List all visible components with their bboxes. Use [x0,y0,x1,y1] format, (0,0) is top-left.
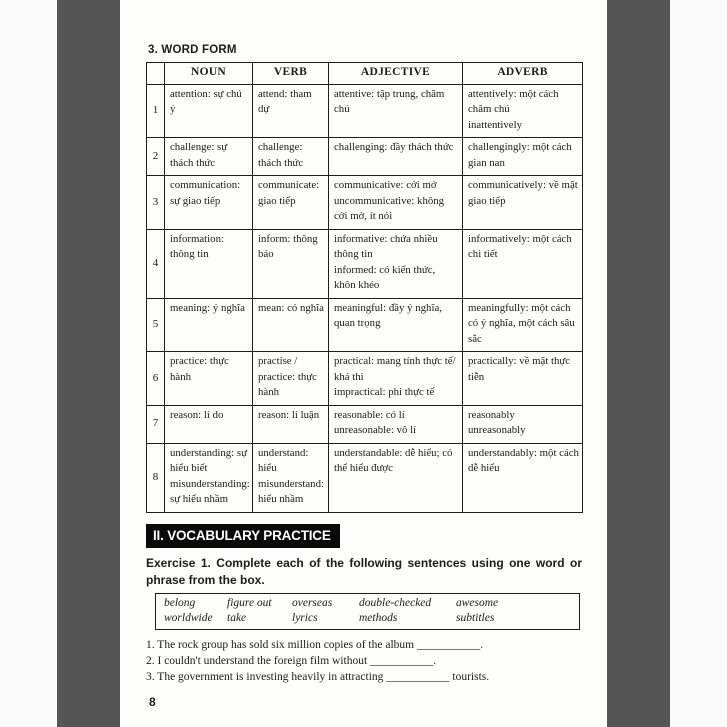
column-header: ADJECTIVE [329,63,463,85]
word-entry: meaning: ý nghĩa [170,301,245,314]
word-entry: attention: sự chú ý [170,87,242,115]
table-row [147,405,583,443]
word-entry: unreasonable: vô lí [334,424,417,436]
word-form-cell [463,298,583,352]
word-entry: understanding: sự hiểu biết [170,446,247,474]
exercise-sentence: 2. I couldn't understand the foreign film without ___________. [146,654,437,667]
word-form-cell [253,176,329,230]
book-page [120,0,607,727]
word-box-item: take [227,611,247,624]
word-entry: challengingly: một cách gian nan [468,141,572,169]
word-entry: challenge: sự thách thức [170,141,228,169]
word-box [155,593,580,630]
word-form-cell [329,405,463,443]
word-entry: reason: lí luận [258,408,320,421]
word-form-cell [253,443,329,512]
word-entry: impractical: phi thực tế [334,386,435,398]
word-entry: understandable: dễ hiểu; có thể hiểu được [334,446,453,474]
word-box-item: worldwide [164,611,213,624]
word-entry: inattentively [468,118,522,131]
word-entry: communicatively: về mặt giao tiếp [468,179,578,207]
word-form-cell [165,138,253,176]
word-entry: reason: lí do [170,408,224,421]
word-form-cell [463,84,583,138]
column-header-number [147,63,165,85]
row-number: 5 [147,298,165,352]
word-entry: challenge: thách thức [258,141,304,169]
table-row [147,138,583,176]
word-entry: mean: có nghĩa [258,301,324,314]
word-entry: practically: về mặt thực tiễn [468,355,571,383]
exercise-sentence: 1. The rock group has sold six million copies of the album ___________. [146,638,484,651]
vocabulary-practice-banner [146,524,340,548]
word-form-cell [463,138,583,176]
word-entry: unreasonably [468,424,526,436]
word-entry: informative: chứa nhiều thông tin [334,232,438,260]
word-form-cell [463,443,583,512]
word-form-title: 3. WORD FORM [148,44,237,56]
row-number: 4 [147,229,165,298]
word-entry: communicative: cởi mở [334,179,437,191]
exercise-title: Exercise 1. Complete each of the following sentences using one word or phrase from the box. [146,555,582,587]
word-box-item: double-checked [359,596,432,609]
word-form-cell [165,352,253,406]
sentence-list [146,637,582,685]
word-entry: meaningful: đầy ý nghĩa, quan trọng [334,301,442,329]
word-form-cell [253,84,329,138]
word-form-cell [165,84,253,138]
row-number: 2 [147,138,165,176]
word-box-item: methods [359,611,398,624]
word-entry: communication: sự giao tiếp [170,179,241,207]
word-entry: communicate: giao tiếp [258,179,320,207]
table-row [147,298,583,352]
column-header: ADVERB [463,63,583,85]
row-number: 3 [147,176,165,230]
word-form-cell [165,176,253,230]
right-shadow-strip [607,0,670,727]
word-box-item: lyrics [292,611,318,624]
table-row [147,443,583,512]
word-form-cell [165,229,253,298]
word-entry: informed: có kiến thức, khôn khéo [334,263,436,291]
word-form-cell [329,443,463,512]
word-entry: informatively: một cách chi tiết [468,232,572,260]
word-form-cell [165,443,253,512]
left-shadow-strip [57,0,120,727]
word-form-cell [253,352,329,406]
table-row [147,352,583,406]
word-form-cell [253,229,329,298]
word-form-cell [329,176,463,230]
word-entry: understand: hiểu [258,446,309,474]
word-box-row [164,596,575,611]
word-box-item: belong [164,596,196,609]
word-form-table [146,62,583,513]
word-entry: reasonable: có lí [334,408,405,421]
table-row [147,84,583,138]
row-number: 7 [147,405,165,443]
word-box-item: awesome [456,596,499,609]
exercise-sentence: 3. The government is investing heavily in attracting ___________ tourists. [146,670,490,683]
row-number: 1 [147,84,165,138]
row-number: 6 [147,352,165,406]
word-entry: information: thông tin [170,232,224,260]
banner-label: II. VOCABULARY PRACTICE [153,527,331,543]
word-entry: misunderstand: hiểu nhầm [258,477,324,505]
word-entry: uncommunicative: không cởi mở, ít nói [334,194,445,222]
table-row [147,176,583,230]
word-form-cell [329,352,463,406]
row-number: 8 [147,443,165,512]
word-entry: attentive: tập trung, chăm chú [334,87,445,115]
word-entry: misunderstanding: sự hiểu nhầm [170,477,250,505]
page-number: 8 [149,694,156,709]
word-form-cell [463,229,583,298]
word-form-cell [253,138,329,176]
word-form-cell [329,138,463,176]
word-form-cell [329,298,463,352]
word-entry: understandably: một cách dễ hiểu [468,446,579,474]
word-box-item: figure out [227,596,272,609]
word-box-item: overseas [292,596,333,609]
word-entry: reasonably [468,408,515,421]
word-entry: meaningfully: một cách có ý nghĩa, một cách sâu sắc [468,301,575,345]
column-header: VERB [253,63,329,85]
word-box-row [164,611,575,626]
word-form-cell [329,84,463,138]
word-entry: practise / practice: thực hành [258,355,317,398]
word-form-cell [253,298,329,352]
word-entry: inform: thông báo [258,232,318,260]
word-box-item: subtitles [456,611,495,624]
word-form-cell [463,405,583,443]
word-entry: attentively: một cách chăm chú [468,87,559,115]
column-header: NOUN [165,63,253,85]
word-form-cell [165,298,253,352]
table-row [147,229,583,298]
word-form-cell [463,176,583,230]
word-entry: practice: thực hành [170,355,229,383]
word-form-cell [165,405,253,443]
word-entry: practical: mang tính thực tế/ khả thi [334,355,456,383]
word-form-cell [253,405,329,443]
word-entry: challenging: đầy thách thức [334,141,454,153]
word-entry: attend: tham dự [258,87,312,115]
table-header-row [147,63,583,85]
word-form-cell [463,352,583,406]
word-form-cell [329,229,463,298]
